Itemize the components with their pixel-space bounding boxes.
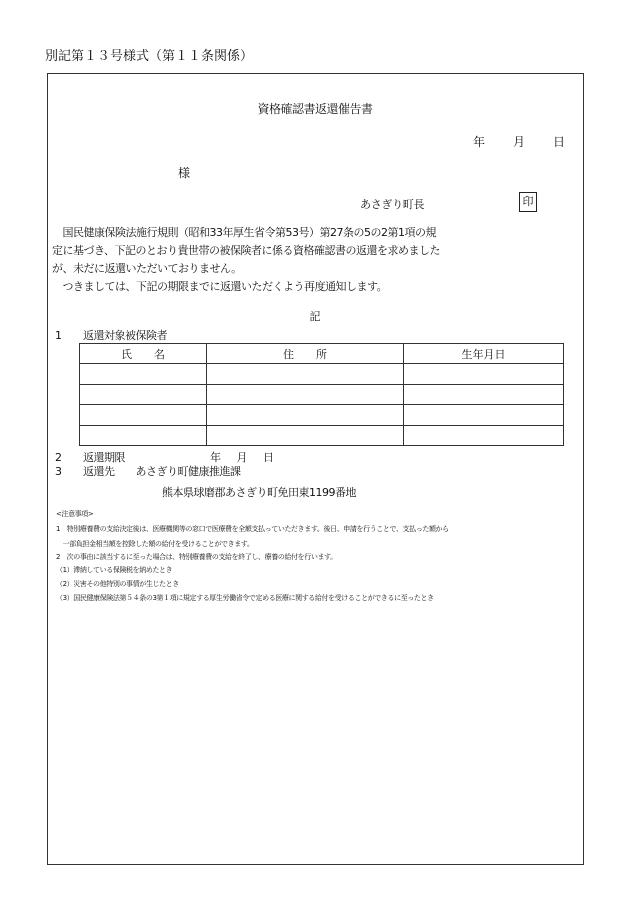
table-row bbox=[80, 405, 564, 426]
header-address: 住 所 bbox=[207, 344, 404, 364]
deadline-year: 年 bbox=[210, 451, 221, 464]
section-1-label: 返還対象被保険者 bbox=[83, 329, 167, 342]
cell-birthdate[interactable] bbox=[404, 384, 564, 405]
insured-table bbox=[79, 343, 564, 446]
cell-address[interactable] bbox=[207, 405, 404, 426]
table-header-row bbox=[80, 344, 564, 364]
header-name: 氏 名 bbox=[80, 344, 207, 364]
section-3-heading bbox=[55, 463, 241, 479]
section-2-number: 2 bbox=[55, 451, 62, 464]
cell-address[interactable] bbox=[207, 364, 404, 385]
note-line: （1）滞納している保険税を納めたとき bbox=[56, 566, 173, 574]
section-3-label: 返還先 あさぎり町健康推進課 bbox=[83, 465, 241, 478]
cell-birthdate[interactable] bbox=[404, 364, 564, 385]
deadline-day: 日 bbox=[263, 451, 274, 464]
note-line: 一部負担金相当額を控除した額の給付を受けることができます。 bbox=[56, 540, 254, 548]
issuer-mayor: あさぎり町長 bbox=[360, 198, 425, 211]
table-row bbox=[80, 384, 564, 405]
note-line: （2）災害その他特別の事情が生じたとき bbox=[56, 580, 179, 588]
cell-name[interactable] bbox=[80, 364, 207, 385]
deadline-month: 月 bbox=[236, 451, 248, 464]
date-month-label: 月 bbox=[513, 135, 526, 149]
note-line: （3）国民健康保険法第５４条の3第１項に規定する厚生労働省令で定める医療に関する給付を受けることができるに至ったとき bbox=[56, 594, 434, 602]
header-birthdate: 生年月日 bbox=[404, 344, 564, 364]
cell-name[interactable] bbox=[80, 384, 207, 405]
note-line: 2 次の事由に該当するに至った場合は、特別療養費の支給を終了し、療養の給付を行います。 bbox=[56, 553, 337, 561]
section-2-label: 返還期限 bbox=[83, 451, 125, 464]
table-row bbox=[80, 364, 564, 385]
addressee-honorific: 様 bbox=[178, 166, 191, 180]
document-title: 資格確認書返還催告書 bbox=[257, 102, 373, 116]
table-row bbox=[80, 425, 564, 446]
body-line-4: つきましては、下記の期限までに返還いただくよう再度通知します。 bbox=[52, 280, 388, 293]
return-address: 熊本県球磨郡あさぎり町免田東1199番地 bbox=[162, 486, 356, 499]
section-1-number: 1 bbox=[55, 329, 62, 342]
cell-address[interactable] bbox=[207, 425, 404, 446]
date-day-label: 日 bbox=[553, 135, 566, 149]
body-line-2: 定に基づき、下記のとおり貴世帯の被保険者に係る資格確認書の返還を求めました bbox=[52, 244, 441, 257]
date-year-label: 年 bbox=[473, 135, 486, 149]
note-line: 1 特別療養費の支給決定後は、医療機関等の窓口で医療費を全額支払っていただきます。後日、申請を行うことで、支払った額から bbox=[56, 525, 449, 533]
ki-heading: 記 bbox=[309, 310, 321, 323]
cell-name[interactable] bbox=[80, 405, 207, 426]
cell-birthdate[interactable] bbox=[404, 405, 564, 426]
cell-address[interactable] bbox=[207, 384, 404, 405]
form-number-label: 別記第１３号様式（第１１条関係） bbox=[45, 49, 254, 64]
cell-birthdate[interactable] bbox=[404, 425, 564, 446]
cell-name[interactable] bbox=[80, 425, 207, 446]
body-line-3: が、未だに返還いただいておりません。 bbox=[52, 262, 242, 275]
section-3-number: 3 bbox=[55, 465, 62, 478]
section-1-heading bbox=[55, 327, 167, 343]
body-line-1: 国民健康保険法施行規則（昭和33年厚生省令第53号）第27条の5の2第1項の規 bbox=[52, 226, 436, 239]
official-seal-box: 印 bbox=[519, 192, 537, 212]
notes-title: <注意事項> bbox=[56, 510, 94, 518]
